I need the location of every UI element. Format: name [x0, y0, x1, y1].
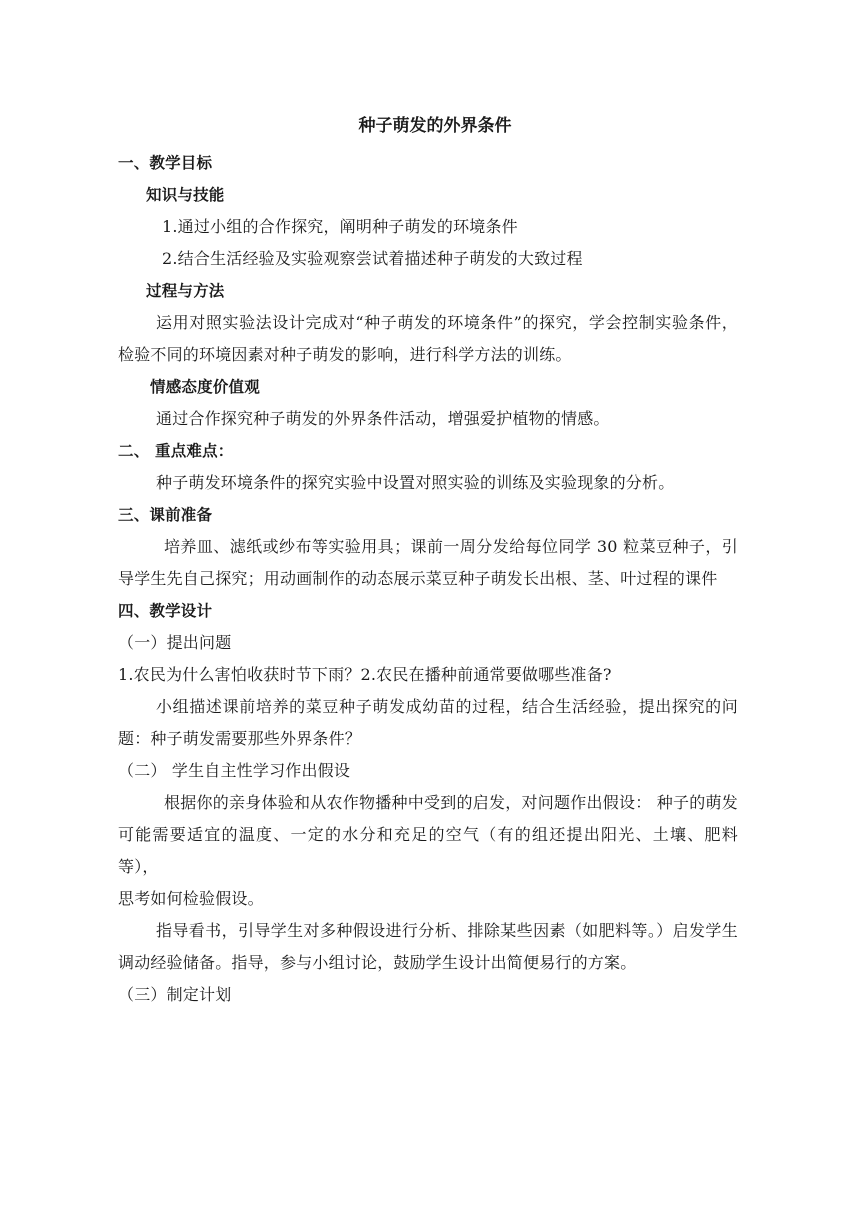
guidance-paragraph: 指导看书，引导学生对多种假设进行分析、排除某些因素（如肥料等。）启发学生调动经验储备。指导，参与小组讨论，鼓励学生设计出简便易行的方案。 — [118, 921, 738, 972]
objective-item-1: 1.通过小组的合作探究，阐明种子萌发的环境条件 — [162, 217, 518, 236]
preparation-paragraph: 培养皿、滤纸或纱布等实验用具；课前一周分发给每位同学 30 粒菜豆种子，引导学生先自己探究；用动画制作的动态展示菜豆种子萌发长出根、茎、叶过程的课件 — [118, 537, 738, 588]
objective-item-2: 2.结合生活经验及实验观察尝试着描述种子萌发的大致过程 — [162, 249, 583, 268]
section-heading-design: 四、教学设计 — [118, 602, 213, 620]
hypothesis-paragraph: 根据你的亲身体验和从农作物播种中受到的启发，对问题作出假设： 种子的萌发可能需要适宜的温度、一定的水分和充足的空气（有的组还提出阳光、土壤、肥料等）， — [118, 793, 738, 876]
hypothesis-followup: 思考如何检验假设。 — [118, 889, 264, 908]
emotion-paragraph: 通过合作探究种子萌发的外界条件活动，增强爱护植物的情感。 — [156, 409, 610, 428]
question-paragraph: 小组描述课前培养的菜豆种子萌发成幼苗的过程，结合生活经验，提出探究的问题：种子萌发需要那些外界条件？ — [118, 697, 738, 748]
section-heading-preparation: 三、课前准备 — [118, 506, 213, 524]
section-heading-key-points: 二、 重点难点： — [118, 442, 234, 460]
part-heading-question: （一）提出问题 — [118, 633, 232, 652]
document-page — [118, 112, 738, 1011]
subheading-process: 过程与方法 — [146, 282, 225, 300]
question-line: 1.农民为什么害怕收获时节下雨？2.农民在播种前通常要做哪些准备? — [118, 665, 612, 684]
part-heading-hypothesis: （二） 学生自主性学习作出假设 — [118, 761, 351, 780]
subheading-knowledge: 知识与技能 — [146, 186, 225, 204]
page-title: 种子萌发的外界条件 — [358, 116, 512, 136]
process-paragraph: 运用对照实验法设计完成对“种子萌发的环境条件”的探究，学会控制实验条件，检验不同的环境因素对种子萌发的影响，进行科学方法的训练。 — [118, 313, 738, 364]
part-heading-plan: （三）制定计划 — [118, 985, 232, 1004]
key-points-paragraph: 种子萌发环境条件的探究实验中设置对照实验的训练及实验现象的分析。 — [156, 473, 675, 492]
section-heading-objectives: 一、教学目标 — [118, 154, 213, 172]
subheading-emotion: 情感态度价值观 — [150, 378, 260, 396]
